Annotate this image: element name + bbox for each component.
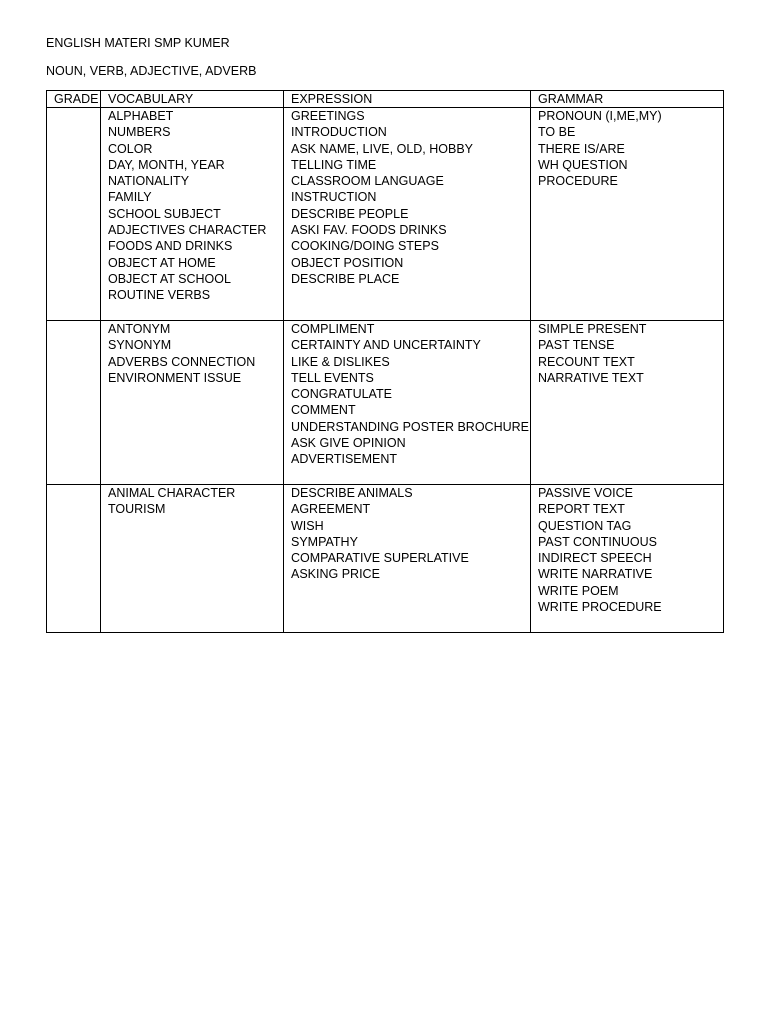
- table-row: [47, 108, 724, 321]
- expression-cell: [284, 485, 531, 633]
- cell-line-item: OBJECT AT SCHOOL: [108, 271, 231, 286]
- cell-line-item: ANIMAL CHARACTER: [108, 486, 236, 500]
- cell-line-item: INSTRUCTION: [291, 190, 377, 205]
- cell-line-item: COLOR: [108, 141, 153, 156]
- cell-line-item: WRITE NARRATIVE: [538, 567, 653, 582]
- cell-line-item: NUMBERS: [108, 125, 171, 140]
- cell-line-item: ENVIRONMENT ISSUE: [108, 370, 242, 385]
- cell-line-item: RECOUNT TEXT: [538, 354, 635, 369]
- cell-line-item: WISH: [291, 518, 324, 533]
- vocabulary-cell: [101, 485, 284, 633]
- grade-cell: [47, 108, 101, 321]
- header-expression: EXPRESSION: [284, 91, 531, 108]
- cell-line-item: AGREEMENT: [291, 502, 371, 517]
- cell-line-item: ASK GIVE OPINION: [291, 436, 406, 451]
- cell-line-item: QUESTION TAG: [538, 518, 632, 533]
- cell-line-item: OBJECT POSITION: [291, 255, 404, 270]
- table-body: [47, 108, 724, 633]
- cell-line-item: TELL EVENTS: [291, 370, 374, 385]
- cell-line-item: FAMILY: [108, 190, 152, 205]
- cell-line-item: ASK NAME, LIVE, OLD, HOBBY: [291, 141, 474, 156]
- cell-line-item: LIKE & DISLIKES: [291, 354, 390, 369]
- grammar-cell: [531, 108, 724, 321]
- cell-line-item: OBJECT AT HOME: [108, 255, 216, 270]
- cell-line-item: DESCRIBE ANIMALS: [291, 486, 413, 500]
- cell-line-item: DESCRIBE PLACE: [291, 271, 400, 286]
- document-subtitle: NOUN, VERB, ADJECTIVE, ADVERB: [46, 64, 257, 78]
- cell-line-item: COOKING/DOING STEPS: [291, 239, 439, 254]
- expression-cell: [284, 108, 531, 321]
- cell-line-item: ADJECTIVES CHARACTER: [108, 223, 267, 238]
- cell-line-item: COMMENT: [291, 403, 356, 418]
- cell-line-item: SYMPATHY: [291, 534, 358, 549]
- cell-line-item: CERTAINTY AND UNCERTAINTY: [291, 338, 481, 353]
- cell-line-item: WRITE PROCEDURE: [538, 600, 662, 615]
- cell-line-item: PASSIVE VOICE: [538, 486, 633, 500]
- cell-line-item: THERE IS/ARE: [538, 141, 625, 156]
- cell-line-item: ADVERTISEMENT: [291, 452, 398, 467]
- table-row: [47, 321, 724, 485]
- grammar-cell: [531, 485, 724, 633]
- header-grammar: GRAMMAR: [531, 91, 724, 108]
- cell-line-item: TOURISM: [108, 502, 166, 517]
- cell-line-item: PAST TENSE: [538, 338, 615, 353]
- expression-cell: [284, 321, 531, 485]
- table-header-row: [47, 91, 724, 108]
- cell-line-item: ADVERBS CONNECTION: [108, 354, 256, 369]
- grammar-cell: [531, 321, 724, 485]
- cell-line-item: SIMPLE PRESENT: [538, 322, 647, 336]
- grade-cell: [47, 321, 101, 485]
- cell-line-item: WRITE POEM: [538, 583, 619, 598]
- cell-line-item: ROUTINE VERBS: [108, 288, 211, 303]
- cell-line-item: GREETINGS: [291, 109, 365, 123]
- cell-line-item: TO BE: [538, 125, 576, 140]
- grade-cell: [47, 485, 101, 633]
- cell-line-item: COMPLIMENT: [291, 322, 375, 336]
- vocabulary-cell: [101, 108, 284, 321]
- cell-line-item: PAST CONTINUOUS: [538, 534, 657, 549]
- cell-line-item: COMPARATIVE SUPERLATIVE: [291, 551, 469, 566]
- cell-line-item: SYNONYM: [108, 338, 172, 353]
- cell-line-item: INDIRECT SPEECH: [538, 551, 652, 566]
- cell-line-item: ANTONYM: [108, 322, 171, 336]
- cell-line-item: ALPHABET: [108, 109, 174, 123]
- cell-line-item: NATIONALITY: [108, 174, 190, 189]
- cell-line-item: UNDERSTANDING POSTER BROCHURE: [291, 419, 529, 434]
- vocabulary-cell: [101, 321, 284, 485]
- cell-line-item: PROCEDURE: [538, 174, 618, 189]
- cell-line-item: ASKI FAV. FOODS DRINKS: [291, 223, 447, 238]
- table-row: [47, 485, 724, 633]
- cell-line-item: REPORT TEXT: [538, 502, 625, 517]
- curriculum-table: [46, 90, 724, 633]
- cell-line-item: CONGRATULATE: [291, 387, 392, 402]
- cell-line-item: TELLING TIME: [291, 157, 377, 172]
- cell-line-item: FOODS AND DRINKS: [108, 239, 233, 254]
- cell-line-item: WH QUESTION: [538, 157, 628, 172]
- header-grade: GRADE: [47, 91, 101, 108]
- header-vocabulary: VOCABULARY: [101, 91, 284, 108]
- cell-line-item: DAY, MONTH, YEAR: [108, 157, 225, 172]
- cell-line-item: DESCRIBE PEOPLE: [291, 206, 409, 221]
- cell-line-item: CLASSROOM LANGUAGE: [291, 174, 444, 189]
- cell-line-item: ASKING PRICE: [291, 567, 380, 582]
- cell-line-item: INTRODUCTION: [291, 125, 387, 140]
- cell-line-item: SCHOOL SUBJECT: [108, 206, 221, 221]
- cell-line-item: PRONOUN (I,ME,MY): [538, 109, 662, 123]
- document-title: ENGLISH MATERI SMP KUMER: [46, 36, 230, 50]
- cell-line-item: NARRATIVE TEXT: [538, 370, 644, 385]
